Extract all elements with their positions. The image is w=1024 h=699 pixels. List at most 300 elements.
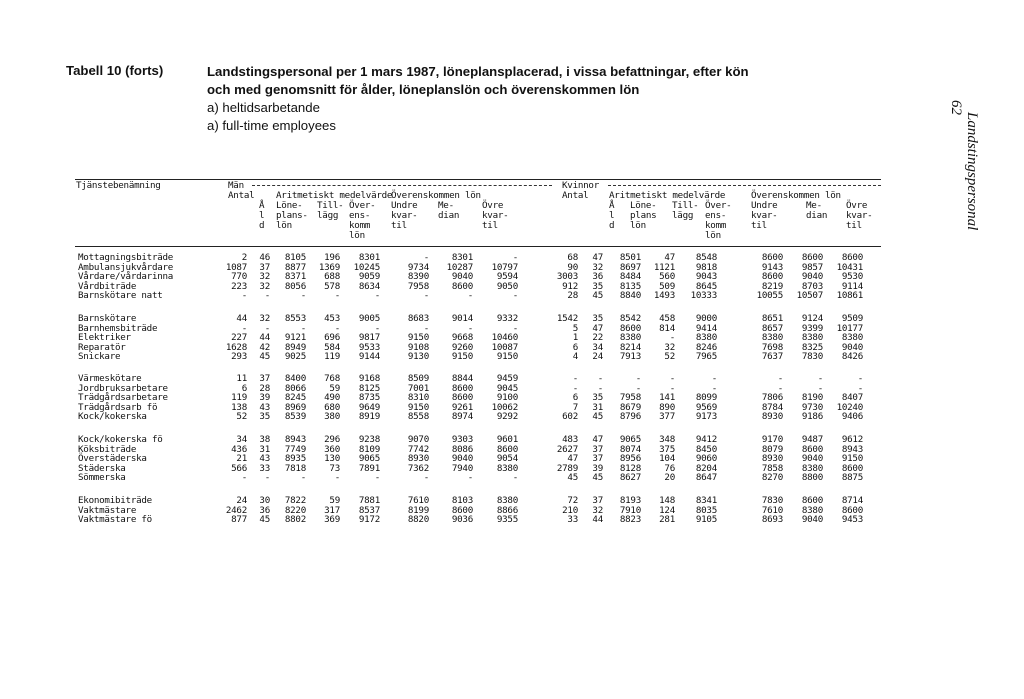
header-median-women: dian (806, 210, 828, 221)
table-title (207, 63, 749, 135)
header-age-women: l (609, 210, 615, 221)
table-cell: - (467, 322, 473, 334)
women-value-column-7 (802, 374, 823, 422)
table-cell: 6 (572, 392, 578, 403)
table-cell: 9150 (496, 351, 518, 362)
men-value-column-3 (285, 435, 306, 483)
table-cell: - (512, 252, 518, 263)
men-value-column-1 (231, 435, 247, 483)
row-label: Kock/kokerska (78, 411, 147, 422)
women-value-column-2 (592, 496, 603, 525)
women-value-column-3 (620, 435, 641, 483)
table-cell: 8537 (358, 504, 380, 516)
table-cell: 9668 (451, 332, 473, 343)
table-cell: 8930 (761, 453, 783, 464)
header-age-women: Å (609, 200, 615, 211)
table-cell: 8600 (451, 382, 473, 394)
row-label: Ambulansjukvårdare (78, 261, 174, 273)
table-cell: 483 (562, 434, 578, 445)
table-cell: - (512, 322, 518, 334)
table-cell: - (857, 373, 863, 384)
women-value-column-7 (797, 253, 823, 301)
header-age-men: l (259, 210, 265, 221)
table-cell: - (572, 373, 578, 384)
occupation-column (78, 374, 168, 422)
row-label: Barnskötare natt (78, 290, 163, 301)
table-cell: 9025 (284, 351, 306, 362)
row-label: Trädgårdsarb fö (78, 401, 158, 413)
women-value-column-7 (802, 435, 823, 483)
table-cell: 9105 (695, 514, 717, 525)
table-cell: 8325 (801, 341, 823, 353)
table-cell: 9040 (451, 453, 473, 464)
table-cell: 90 (567, 261, 578, 273)
table-cell: 45 (259, 351, 270, 362)
table-cell: 602 (562, 411, 578, 422)
table-cell: 8193 (619, 495, 641, 506)
men-value-column-2 (259, 374, 270, 422)
table-cell: 130 (324, 453, 340, 464)
header-occupation: Tjänstebenämning (76, 180, 161, 191)
men-value-column-5 (359, 496, 380, 525)
table-cell: 8246 (695, 341, 717, 353)
table-cell: - (423, 322, 429, 334)
table-cell: 45 (592, 472, 603, 483)
table-cell: 8697 (619, 261, 641, 273)
table-cell: 8086 (451, 443, 473, 455)
header-supplement-women: Till- (672, 200, 699, 211)
table-cell: - (334, 290, 340, 301)
table-cell: 458 (659, 313, 675, 324)
table-cell: 9059 (358, 271, 380, 282)
table-cell: 7830 (761, 495, 783, 506)
table-cell: 6 (572, 341, 578, 353)
table-cell: 8600 (761, 252, 783, 263)
table-cell: 680 (324, 401, 340, 413)
table-cell: 1 (572, 332, 578, 343)
table-cell: 9040 (451, 271, 473, 282)
women-value-column-1 (557, 435, 578, 483)
table-cell: - (300, 322, 306, 334)
table-cell: 8380 (761, 332, 783, 343)
table-cell: 9054 (496, 453, 518, 464)
table-cell: 8407 (841, 392, 863, 403)
header-agreed-salary-women: Överenskommen lön (751, 190, 841, 201)
table-cell: 8600 (801, 443, 823, 455)
women-value-column-5 (696, 435, 717, 483)
men-value-column-1 (226, 496, 247, 525)
table-cell: 9530 (841, 271, 863, 282)
table-cell: 8400 (284, 373, 306, 384)
table-cell: 9238 (358, 434, 380, 445)
table-cell: 35 (259, 411, 270, 422)
table-cell: 9150 (407, 332, 429, 343)
occupation-column (78, 314, 157, 362)
table-cell: 119 (324, 351, 340, 362)
table-cell: 32 (664, 341, 675, 353)
table-cell: 375 (659, 443, 675, 455)
table-cell: 21 (236, 453, 247, 464)
table-cell: 8548 (695, 252, 717, 263)
table-cell: 296 (324, 434, 340, 445)
table-cell: 8099 (695, 392, 717, 403)
table-cell: 210 (562, 504, 578, 516)
table-cell: - (423, 472, 429, 483)
table-cell: 8079 (761, 443, 783, 455)
table-cell: 9487 (801, 434, 823, 445)
table-cell: 47 (592, 434, 603, 445)
row-label: Vårdare/vårdarinna (78, 271, 174, 282)
table-cell: 8969 (284, 401, 306, 413)
table-cell: 8600 (451, 504, 473, 516)
table-cell: 8380 (801, 332, 823, 343)
women-value-column-6 (762, 435, 783, 483)
men-value-column-5 (359, 435, 380, 483)
table-cell: 8600 (761, 271, 783, 282)
table-cell: 44 (259, 332, 270, 343)
table-cell: 348 (659, 434, 675, 445)
table-cell: 33 (567, 514, 578, 525)
table-cell: 9186 (801, 411, 823, 422)
occupation-column (78, 253, 173, 301)
table-cell: 28 (567, 290, 578, 301)
men-value-column-2 (259, 253, 270, 301)
table-cell: 8310 (407, 392, 429, 403)
table-cell: 37 (592, 443, 603, 455)
table-cell: - (423, 252, 429, 263)
table-cell: 8204 (695, 462, 717, 474)
table-cell: 43 (259, 453, 270, 464)
table-cell: 8135 (619, 280, 641, 292)
women-value-column-3 (620, 253, 641, 301)
header-agreed-men: komm (349, 220, 371, 231)
row-label: Ekonomibiträde (78, 495, 152, 506)
table-cell: 8245 (284, 392, 306, 403)
table-cell: 5 (572, 322, 578, 334)
table-cell: 8190 (801, 392, 823, 403)
table-cell: 7 (572, 401, 578, 413)
table-cell: 24 (592, 351, 603, 362)
table-cell: 8735 (358, 392, 380, 403)
men-value-column-4 (324, 496, 340, 525)
header-women: Kvinnor (562, 180, 599, 191)
table-cell: 6 (241, 382, 247, 394)
table-cell: 9406 (841, 411, 863, 422)
table-cell: 119 (231, 392, 247, 403)
table-cell: 9005 (358, 313, 380, 324)
header-agreed-salary-men: Överenskommen lön (391, 190, 481, 201)
table-cell: 7698 (761, 341, 783, 353)
table-cell: 59 (329, 495, 340, 506)
title-line-1: Landstingspersonal per 1 mars 1987, löneplansplacerad, i vissa befattningar, efter kön (207, 64, 749, 79)
table-cell: 1369 (318, 261, 340, 273)
table-cell: 9569 (695, 401, 717, 413)
table-cell: 36 (592, 271, 603, 282)
table-cell: 9261 (451, 401, 473, 413)
table-cell: 45 (592, 290, 603, 301)
table-cell: 8600 (619, 322, 641, 334)
table-cell: 24 (236, 495, 247, 506)
men-value-column-7 (452, 435, 473, 483)
men-value-column-5 (359, 314, 380, 362)
table-cell: 8056 (284, 280, 306, 292)
table-cell: 45 (592, 411, 603, 422)
table-cell: 7818 (284, 462, 306, 474)
table-cell: 7881 (358, 495, 380, 506)
table-cell: 35 (592, 392, 603, 403)
table-cell: 8627 (619, 472, 641, 483)
table-cell: 7958 (407, 280, 429, 292)
table-cell: 8270 (761, 472, 783, 483)
table-cell: 28 (259, 382, 270, 394)
header-age-women: d (609, 220, 615, 231)
table-cell: 9150 (407, 401, 429, 413)
table-cell: 8956 (619, 453, 641, 464)
table-cell: 9303 (451, 434, 473, 445)
table-cell: 2789 (556, 462, 578, 474)
header-lower-quartile-women: Undre (751, 200, 778, 211)
table-cell: 8943 (841, 443, 863, 455)
table-cell: 9121 (284, 332, 306, 343)
table-cell: 9043 (695, 271, 717, 282)
table-cell: 31 (259, 443, 270, 455)
table-cell: 369 (324, 514, 340, 525)
table-cell: 11 (236, 373, 247, 384)
table-cell: - (635, 382, 641, 394)
table-cell: 7913 (619, 351, 641, 362)
table-cell: 9459 (496, 373, 518, 384)
table-cell: 8371 (284, 271, 306, 282)
table-cell: - (597, 382, 603, 394)
women-value-column-4 (659, 374, 675, 422)
table-cell: 9332 (496, 313, 518, 324)
header-upper-quartile-men: kvar- (482, 210, 509, 221)
table-cell: - (512, 472, 518, 483)
table-cell: 7742 (407, 443, 429, 455)
table-cell: 566 (231, 462, 247, 474)
women-value-column-6 (757, 253, 783, 301)
men-value-column-4 (324, 435, 340, 483)
table-cell: 47 (592, 322, 603, 334)
table-cell: 9144 (358, 351, 380, 362)
table-cell: 8866 (496, 504, 518, 516)
men-value-column-8 (492, 314, 518, 362)
header-upper-quartile-men: til (482, 220, 498, 231)
table-cell: 47 (567, 453, 578, 464)
table-cell: 7910 (619, 504, 641, 516)
table-cell: 509 (659, 280, 675, 292)
table-cell: 10062 (491, 401, 518, 413)
table-cell: 814 (659, 322, 675, 334)
table-cell: 10431 (836, 261, 863, 273)
women-value-column-4 (659, 314, 675, 362)
table-cell: 768 (324, 373, 340, 384)
table-cell: 8066 (284, 382, 306, 394)
table-cell: 47 (592, 252, 603, 263)
table-cell: 9108 (407, 341, 429, 353)
women-value-column-2 (592, 435, 603, 483)
table-cell: 37 (592, 453, 603, 464)
row-label: Snickare (78, 351, 121, 362)
table-cell: 8542 (619, 313, 641, 324)
table-cell: 37 (259, 261, 270, 273)
table-cell: 9040 (841, 341, 863, 353)
table-cell: 9143 (761, 261, 783, 273)
table-cell: 281 (659, 514, 675, 525)
running-head: Landstingspersonal (964, 112, 980, 231)
table-cell: 38 (259, 434, 270, 445)
table-cell: 59 (329, 382, 340, 394)
table-cell: 227 (231, 332, 247, 343)
table-cell: 8105 (284, 252, 306, 263)
men-value-column-7 (452, 496, 473, 525)
table-cell: 8450 (695, 443, 717, 455)
table-cell: 7940 (451, 462, 473, 474)
table-cell: 8214 (619, 341, 641, 353)
subtitle-english: a) full-time employees (207, 118, 336, 133)
table-cell: 9130 (407, 351, 429, 362)
table-cell: 8703 (801, 280, 823, 292)
table-cell: 35 (592, 313, 603, 324)
header-arith-mean-men: Aritmetiskt medelvärde (276, 190, 393, 201)
row-label: Elektriker (78, 332, 131, 343)
table-cell: 2462 (225, 504, 247, 516)
table-cell: 9060 (695, 453, 717, 464)
table-cell: 8484 (619, 271, 641, 282)
table-cell: 436 (231, 443, 247, 455)
table-cell: - (711, 382, 717, 394)
table-cell: - (264, 472, 270, 483)
row-label: Vaktmästare (78, 504, 137, 516)
table-cell: 1121 (653, 261, 675, 273)
table-cell: 8600 (841, 252, 863, 263)
table-cell: 9414 (695, 322, 717, 334)
table-cell: 39 (592, 462, 603, 474)
table-cell: 73 (329, 462, 340, 474)
table-cell: - (467, 472, 473, 483)
table-cell: 8930 (407, 453, 429, 464)
table-cell: 8634 (358, 280, 380, 292)
table-cell: 8800 (801, 472, 823, 483)
header-median-women: Me- (806, 200, 822, 211)
men-value-column-5 (359, 374, 380, 422)
table-cell: 10087 (491, 341, 518, 353)
header-agreed-men: Över- (349, 200, 376, 211)
table-cell: 8600 (801, 252, 823, 263)
table-cell: 47 (664, 252, 675, 263)
table-cell: - (777, 382, 783, 394)
table-cell: 124 (659, 504, 675, 516)
table-cell: - (374, 472, 380, 483)
table-cell: 688 (324, 271, 340, 282)
table-cell: 196 (324, 252, 340, 263)
table-cell: 584 (324, 341, 340, 353)
row-label: Kock/kokerska fö (78, 434, 163, 445)
table-cell: 32 (592, 261, 603, 273)
table-cell: - (241, 472, 247, 483)
header-arith-mean-women: Aritmetiskt medelvärde (609, 190, 726, 201)
men-value-column-6 (408, 314, 429, 362)
table-cell: 141 (659, 392, 675, 403)
table-cell: 9070 (407, 434, 429, 445)
table-cell: 8600 (841, 462, 863, 474)
table-cell: 1628 (225, 341, 247, 353)
table-cell: 8199 (407, 504, 429, 516)
men-value-column-2 (259, 435, 270, 483)
women-value-column-1 (557, 314, 578, 362)
header-supplement-men: Till- (317, 200, 344, 211)
table-cell: 10460 (491, 332, 518, 343)
table-cell: 377 (659, 411, 675, 422)
table-cell: 9150 (841, 453, 863, 464)
table-cell: 8380 (801, 504, 823, 516)
table-cell: - (300, 472, 306, 483)
table-cell: 380 (324, 411, 340, 422)
table-cell: 7858 (761, 462, 783, 474)
table-cell: - (857, 382, 863, 394)
table-cell: 9168 (358, 373, 380, 384)
table-cell: 9172 (358, 514, 380, 525)
table-cell: 8380 (619, 332, 641, 343)
women-value-column-5 (696, 374, 717, 422)
women-value-column-4 (654, 253, 675, 301)
table-cell: 890 (659, 401, 675, 413)
table-cell: 8501 (619, 252, 641, 263)
table-cell: 46 (259, 252, 270, 263)
table-cell: 7749 (284, 443, 306, 455)
table-cell: 8974 (451, 411, 473, 422)
men-value-column-1 (226, 314, 247, 362)
occupation-column (78, 496, 152, 525)
row-label: Värmeskötare (78, 373, 142, 384)
women-value-column-5 (696, 496, 717, 525)
table-cell: 39 (259, 392, 270, 403)
table-cell: 44 (236, 313, 247, 324)
table-cell: 9399 (801, 322, 823, 334)
table-cell: 8539 (284, 411, 306, 422)
header-age-men: d (259, 220, 265, 231)
header-lower-quartile-men: kvar- (391, 210, 418, 221)
header-agreed-women: Över- (705, 200, 732, 211)
table-cell: 8919 (358, 411, 380, 422)
table-cell: 9065 (358, 453, 380, 464)
table-cell: 9150 (451, 351, 473, 362)
header-supplement-women: lägg (672, 210, 694, 221)
table-cell: 8796 (619, 411, 641, 422)
table-cell: 9050 (496, 280, 518, 292)
row-label: Vaktmästare fö (78, 514, 152, 525)
table-cell: 9857 (801, 261, 823, 273)
table-cell: 696 (324, 332, 340, 343)
table-cell: - (572, 382, 578, 394)
table-cell: 7891 (358, 462, 380, 474)
table-cell: 8802 (284, 514, 306, 525)
table-cell: - (669, 332, 675, 343)
men-value-column-7 (452, 374, 473, 422)
header-plan-salary-men: lön (276, 220, 292, 231)
table-cell: 9100 (496, 392, 518, 403)
top-rule (75, 179, 881, 180)
header-agreed-women: ens- (705, 210, 727, 221)
table-cell: - (597, 373, 603, 384)
table-cell: 293 (231, 351, 247, 362)
women-span-rule (608, 185, 881, 186)
table-cell: 8301 (451, 252, 473, 263)
men-value-column-4 (324, 374, 340, 422)
title-line-2: och med genomsnitt för ålder, löneplanslön och överenskommen lön (207, 82, 640, 97)
table-cell: 2 (241, 252, 247, 263)
table-cell: 2627 (556, 443, 578, 455)
